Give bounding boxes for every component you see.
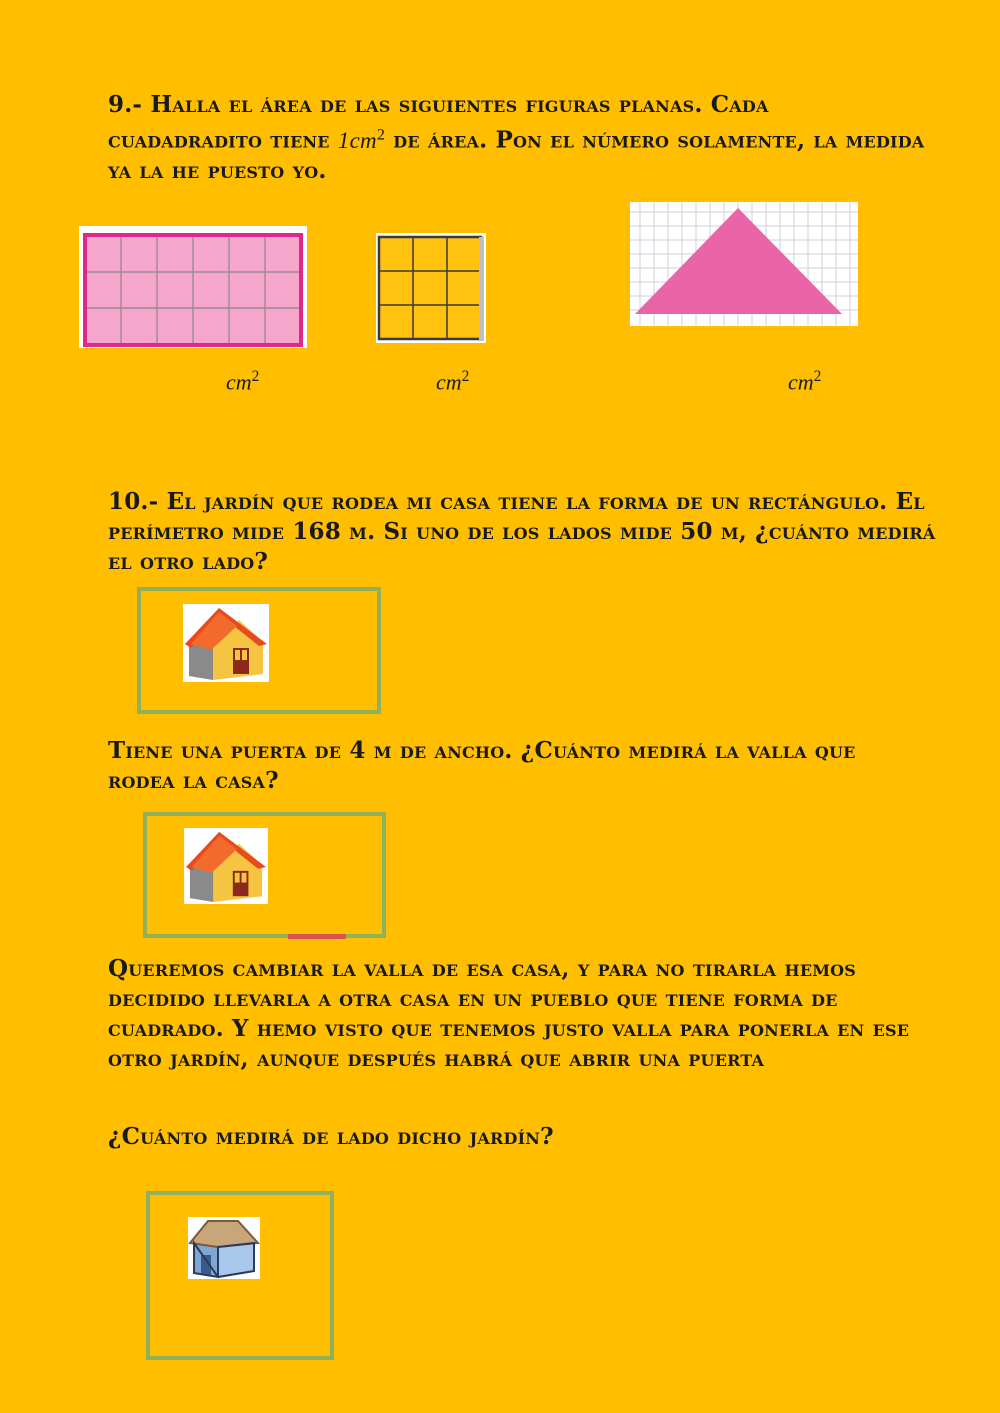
unit-label-3: $cm^2$ bbox=[788, 368, 822, 395]
change-fence-text: Queremos cambiar la valla de esa casa, y para no tirarla hemos decidido llevarla a otra casa en un pueblo que tiene forma de cuadrado. Y hemo visto que tenemos justo valla para ponerla en ese otro jardín, aunque después habrá que abrir una puerta bbox=[108, 955, 910, 1072]
question-9-text-b: de área. Pon el número solamente, la medida ya la he puesto yo. bbox=[108, 126, 925, 184]
house-red-roof-icon-2 bbox=[183, 828, 269, 904]
house-blue-icon bbox=[188, 1217, 260, 1279]
figure-rectangle bbox=[79, 226, 307, 348]
door-question-text: Tiene una puerta de 4 m de ancho. ¿Cuánto medirá la valla que rodea la casa? bbox=[108, 737, 856, 794]
square-shape bbox=[379, 237, 481, 339]
question-10-text: 10.- El jardín que rodea mi casa tiene la forma de un rectángulo. El perímetro mide 168 m. Si uno de los lados mide 50 m, ¿cuánto medirá el otro lado? bbox=[108, 488, 936, 575]
question-9-text-a: 9.- Halla el área de las siguientes figuras planas. Cada cuadadradito tiene bbox=[108, 91, 769, 154]
house-red-roof-icon bbox=[183, 604, 269, 682]
figure-square bbox=[376, 233, 486, 343]
unit-math: $1cm^2$ bbox=[337, 126, 386, 153]
garden-door-mark bbox=[288, 934, 346, 939]
unit-label-1: $cm^2$ bbox=[226, 368, 260, 395]
question-9-text bbox=[108, 90, 928, 186]
unit-label-2: $cm^2$ bbox=[436, 368, 470, 395]
figure-triangle bbox=[630, 202, 858, 326]
side-question-text: ¿Cuánto medirá de lado dicho jardín? bbox=[108, 1123, 554, 1150]
